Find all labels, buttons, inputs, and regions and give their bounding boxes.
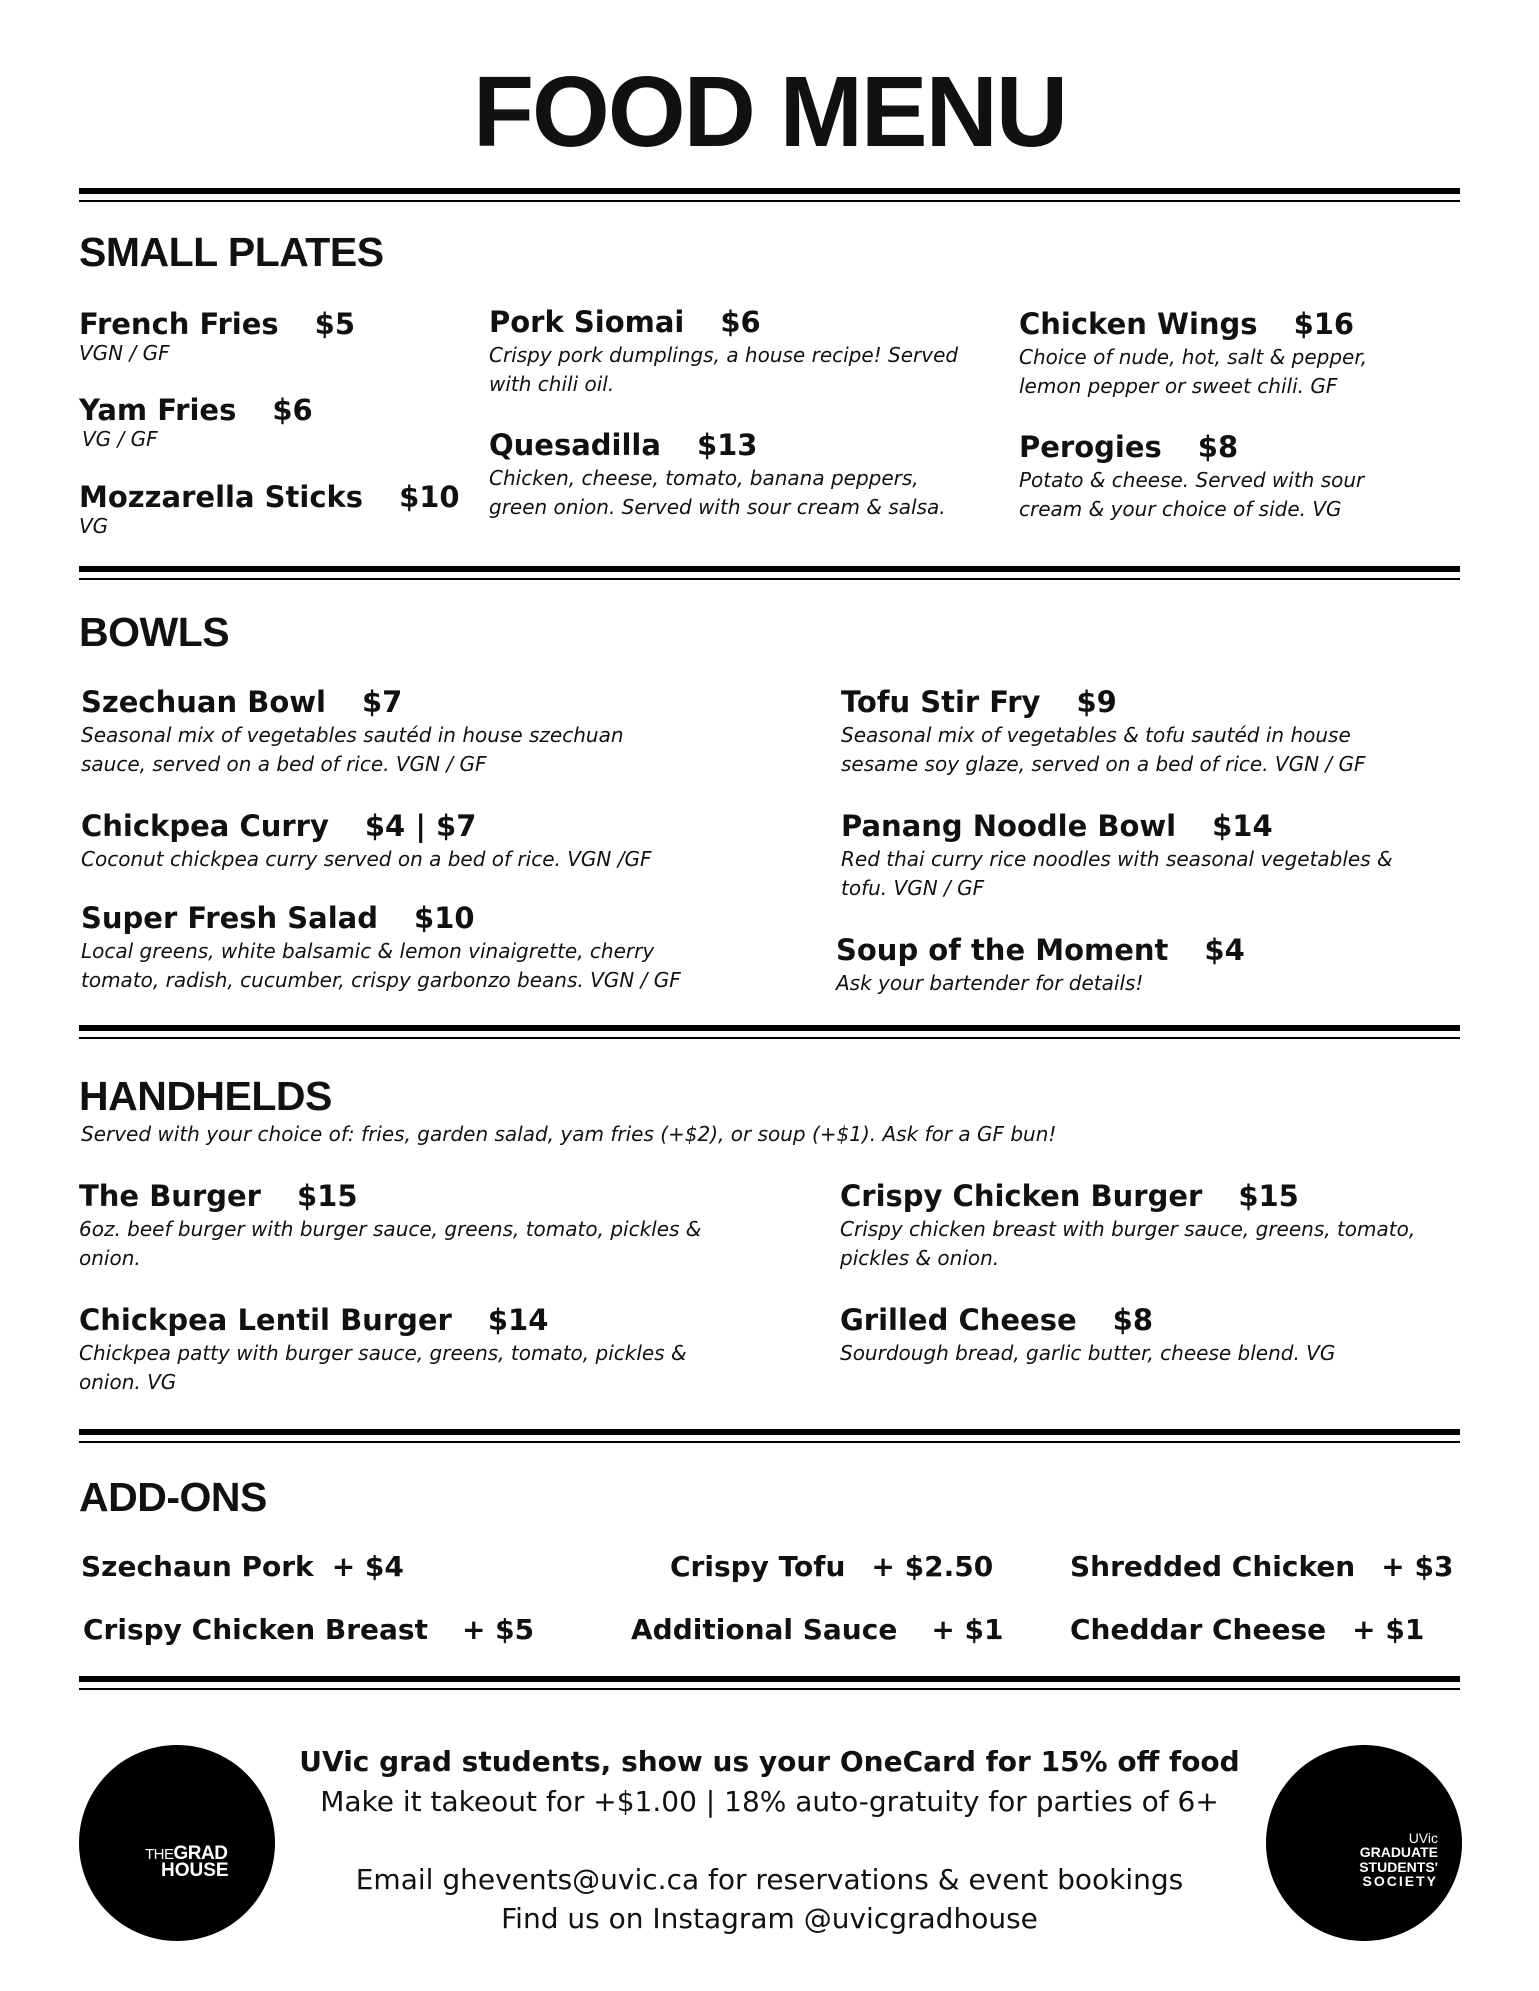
section-heading-small-plates: SMALL PLATES	[79, 229, 384, 275]
logo-text: STUDENTS'	[1359, 1858, 1438, 1875]
item-description: Chicken, cheese, tomato, banana peppers, green onion. Served with sour cream & salsa.	[489, 466, 946, 519]
item-name: Szechuan Bowl	[81, 685, 326, 719]
logo-text: UVic	[1408, 1830, 1438, 1846]
menu-item	[79, 1303, 719, 1397]
menu-item	[81, 685, 681, 779]
item-name: Quesadilla	[489, 428, 661, 462]
addon-price: + $1	[1352, 1613, 1425, 1646]
item-price: $6	[720, 305, 761, 339]
section-heading-bowls: BOWLS	[79, 609, 230, 655]
item-description: Sourdough bread, garlic butter, cheese blend. VG	[840, 1341, 1336, 1365]
item-description: Crispy chicken breast with burger sauce, greens, tomato, pickles & onion.	[840, 1217, 1416, 1270]
menu-item	[79, 480, 479, 541]
section-heading-add-ons: ADD-ONS	[79, 1474, 267, 1520]
section-divider	[79, 1025, 1460, 1039]
footer-takeout: Make it takeout for +$1.00 | 18% auto-gratuity for parties of 6+	[320, 1785, 1219, 1818]
logo-text: THE	[145, 1846, 174, 1863]
item-price: $8	[1112, 1303, 1154, 1337]
item-price: $14	[1212, 809, 1273, 843]
item-description: Crispy pork dumplings, a house recipe! Served with chili oil.	[489, 343, 959, 396]
handhelds-note: Served with your choice of: fries, garden salad, yam fries (+$2), or soup (+$1). Ask for a GF bun!	[81, 1122, 1057, 1146]
item-name: Chickpea Curry	[81, 809, 329, 843]
section-divider	[79, 1429, 1460, 1443]
addon-item	[631, 1613, 1004, 1646]
item-price: $4 | $7	[364, 809, 477, 843]
item-name: Grilled Cheese	[840, 1303, 1077, 1337]
menu-item	[81, 901, 721, 995]
addon-price: + $3	[1381, 1550, 1454, 1583]
section-divider	[79, 1676, 1460, 1690]
item-price: $10	[414, 901, 475, 935]
addon-price: + $4	[331, 1550, 404, 1583]
logo-text: GRAD	[173, 1843, 228, 1864]
footer-email: Email ghevents@uvic.ca for reservations & event bookings	[355, 1863, 1184, 1896]
item-price: $13	[696, 428, 758, 462]
addon-item	[1070, 1613, 1425, 1646]
item-price: $6	[272, 393, 313, 427]
item-description: Ask your bartender for details!	[836, 971, 1144, 995]
addon-price: + $1	[931, 1613, 1004, 1646]
menu-item	[81, 809, 721, 874]
menu-item	[841, 685, 1401, 779]
menu-item	[840, 1303, 1460, 1368]
menu-item	[1019, 430, 1429, 524]
menu-item	[841, 809, 1441, 903]
section-heading-handhelds: HANDHELDS	[79, 1073, 332, 1119]
addon-name: Additional Sauce	[631, 1613, 898, 1646]
item-price: $9	[1076, 685, 1117, 719]
item-description: VG / GF	[82, 427, 158, 451]
item-description: Seasonal mix of vegetables sautéd in house szechuan sauce, served on a bed of rice. VGN / GF	[81, 723, 624, 776]
item-name: Yam Fries	[79, 393, 237, 427]
item-name: Perogies	[1019, 430, 1162, 464]
logo-text: HOUSE	[161, 1860, 229, 1881]
addon-item	[1070, 1550, 1454, 1583]
item-price: $15	[1238, 1179, 1299, 1213]
footer-discount: UVic grad students, show us your OneCard for 15% off food	[299, 1745, 1240, 1778]
item-price: $7	[362, 685, 403, 719]
addon-price: + $5	[461, 1613, 535, 1646]
item-price: $14	[487, 1303, 549, 1337]
section-divider	[79, 188, 1460, 202]
item-description: Seasonal mix of vegetables & tofu sautéd in house sesame soy glaze, served on a bed of rice. VGN / GF	[841, 723, 1366, 776]
addon-name: Shredded Chicken	[1070, 1550, 1356, 1583]
item-price: $5	[314, 307, 355, 341]
addon-price: + $2.50	[871, 1550, 994, 1583]
addon-name: Crispy Tofu	[670, 1550, 846, 1583]
item-description: Red thai curry rice noodles with seasonal vegetables & tofu. VGN / GF	[841, 847, 1393, 900]
item-name: The Burger	[79, 1179, 261, 1213]
item-price: $8	[1197, 430, 1239, 464]
item-name: Crispy Chicken Burger	[840, 1179, 1203, 1213]
logo-text: SOCIETY	[1362, 1873, 1438, 1890]
item-name: Chickpea Lentil Burger	[79, 1303, 452, 1337]
addon-name: Szechaun Pork	[81, 1550, 314, 1583]
item-name: Panang Noodle Bowl	[841, 809, 1177, 843]
item-description: Chickpea patty with burger sauce, greens, tomato, pickles & onion. VG	[79, 1341, 687, 1394]
menu-item	[79, 393, 459, 454]
item-name: Tofu Stir Fry	[841, 685, 1041, 719]
item-price: $15	[296, 1179, 358, 1213]
item-price: $4	[1204, 933, 1245, 967]
item-description: VG	[79, 514, 109, 538]
item-description: Coconut chickpea curry served on a bed of rice. VGN /GF	[81, 847, 652, 871]
addon-item	[670, 1550, 994, 1583]
section-divider	[79, 566, 1460, 580]
menu-item	[1019, 307, 1429, 401]
menu-item	[79, 307, 459, 368]
menu-item	[489, 428, 969, 522]
item-description: Local greens, white balsamic & lemon vinaigrette, cherry tomato, radish, cucumber, crispy garbonzo beans. VGN / GF	[81, 939, 681, 992]
menu-item	[489, 305, 959, 399]
menu-item	[840, 1179, 1460, 1273]
item-description: Potato & cheese. Served with sour cream & your choice of side. VG	[1019, 468, 1365, 521]
menu-item	[79, 1179, 719, 1273]
item-price: $16	[1293, 307, 1355, 341]
item-description: 6oz. beef burger with burger sauce, greens, tomato, pickles & onion.	[79, 1217, 702, 1270]
footer-instagram: Find us on Instagram @uvicgradhouse	[501, 1902, 1038, 1935]
item-price: $10	[399, 480, 460, 514]
addon-name: Crispy Chicken Breast	[83, 1613, 428, 1646]
item-description: VGN / GF	[79, 341, 170, 365]
logo-text: GRADUATE	[1359, 1844, 1438, 1860]
item-name: French Fries	[79, 307, 279, 341]
addon-item	[83, 1613, 535, 1646]
item-name: Mozzarella Sticks	[79, 480, 364, 514]
menu-item	[836, 933, 1396, 998]
item-name: Chicken Wings	[1019, 307, 1258, 341]
addon-name: Cheddar Cheese	[1070, 1613, 1327, 1646]
item-name: Soup of the Moment	[836, 933, 1169, 967]
item-name: Pork Siomai	[489, 305, 685, 339]
item-description: Choice of nude, hot, salt & pepper, lemon pepper or sweet chili. GF	[1019, 345, 1368, 398]
addon-item	[81, 1550, 404, 1583]
item-name: Super Fresh Salad	[81, 901, 379, 935]
menu-title: FOOD MENU	[472, 56, 1067, 168]
